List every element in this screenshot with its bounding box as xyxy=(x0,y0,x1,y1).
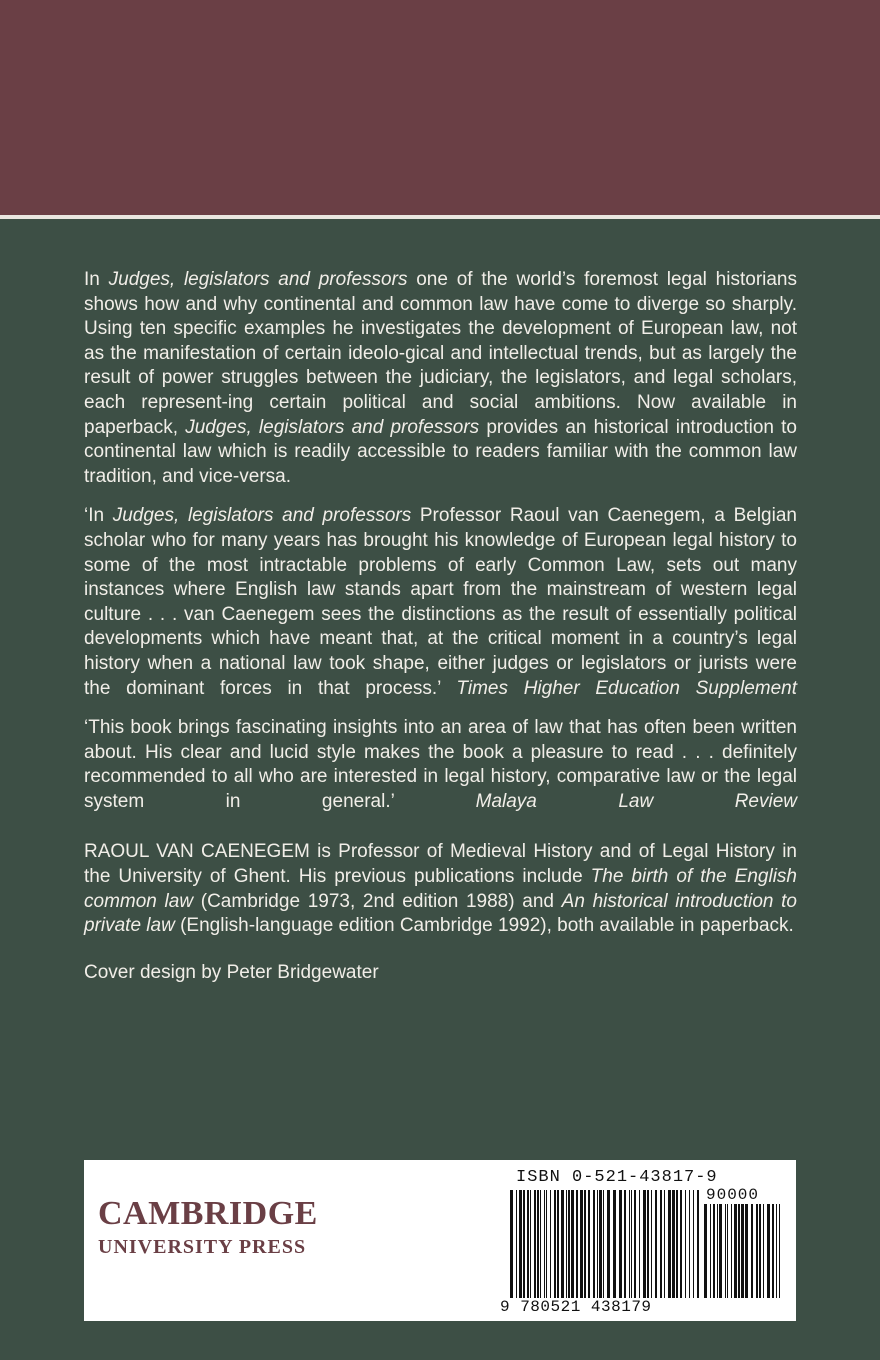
barcode-bar xyxy=(756,1204,758,1298)
barcode-bar xyxy=(576,1190,578,1298)
barcode-bar xyxy=(734,1204,737,1298)
barcode-bar xyxy=(510,1190,513,1298)
logo-line-1: CAMBRIDGE xyxy=(98,1195,318,1232)
review-source: Malaya Law Review xyxy=(475,790,798,812)
barcode-bar xyxy=(655,1190,657,1298)
text-run: Professor Raoul van Caenegem, a Belgian scholar who for many years has brought his knowledge of European legal history to some of the most intractable problems of early Common Law, sets out many instances where English law stands apart from the mainstream of western legal culture . . . van Caenegem sees the distinctions as the result of essentially political developments which have meant that, at the critical moment in a country’s legal history when a national law took shape, either judges or legislators or jurists were the dominant forces in that process.’ xyxy=(84,505,797,699)
logo-line-2: UNIVERSITY PRESS xyxy=(98,1236,307,1258)
barcode-addon xyxy=(704,1204,782,1298)
barcode-bar xyxy=(660,1190,662,1298)
barcode-bar xyxy=(710,1204,711,1298)
book-title: Judges, legislators and professors xyxy=(185,416,480,438)
barcode-bar xyxy=(523,1190,525,1298)
barcode-bar xyxy=(643,1190,646,1298)
barcode-bar xyxy=(725,1204,726,1298)
text-run: (English-language edition Cambridge 1992), both available in paperback. xyxy=(174,915,794,937)
publisher-panel xyxy=(84,1160,796,1321)
publisher-logo xyxy=(98,1196,318,1260)
barcode-bar xyxy=(672,1190,675,1298)
divider-line xyxy=(0,215,880,219)
barcode-bar xyxy=(763,1204,764,1298)
barcode-bar xyxy=(717,1204,718,1298)
barcode-bar xyxy=(571,1190,574,1298)
barcode-bar xyxy=(680,1190,682,1298)
book-title: Judges, legislators and professors xyxy=(112,505,412,527)
barcode-bar xyxy=(629,1190,630,1298)
barcode-bar xyxy=(631,1190,632,1298)
barcode-number: 9 780521 438179 xyxy=(500,1298,652,1316)
barcode-bar xyxy=(651,1190,652,1298)
barcode-bar xyxy=(540,1190,541,1298)
barcode-bar xyxy=(534,1190,536,1298)
barcode-bar xyxy=(561,1190,564,1298)
description-paragraph xyxy=(84,268,797,489)
barcode-bar xyxy=(776,1204,777,1298)
barcode xyxy=(510,1190,700,1298)
barcode-bar xyxy=(779,1204,780,1298)
barcode-bar xyxy=(759,1204,761,1298)
barcode-bar xyxy=(607,1190,610,1298)
barcode-bar xyxy=(597,1190,598,1298)
barcode-bar xyxy=(580,1190,583,1298)
barcode-bar xyxy=(719,1204,722,1298)
barcode-bar xyxy=(697,1190,699,1298)
barcode-bar xyxy=(689,1190,690,1298)
barcode-bar xyxy=(731,1204,732,1298)
barcode-bar xyxy=(668,1190,671,1298)
barcode-bar xyxy=(544,1190,545,1298)
barcode-bar xyxy=(568,1190,570,1298)
review-quote-1 xyxy=(84,504,797,701)
review-quote-2 xyxy=(84,716,797,814)
barcode-bar xyxy=(599,1190,602,1298)
barcode-bar xyxy=(546,1190,547,1298)
review-source: Times Higher Education Supplement xyxy=(456,677,797,699)
barcode-bar xyxy=(557,1190,559,1298)
barcode-bar xyxy=(741,1204,744,1298)
barcode-bar xyxy=(727,1204,728,1298)
text-run: (Cambridge 1973, 2nd edition 1988) and xyxy=(193,890,562,912)
barcode-bar xyxy=(639,1190,640,1298)
barcode-bar xyxy=(772,1204,774,1298)
text-run: provides an historical introduction to continental law which is readily accessible to readers familiar with the common law tradition, and vice-versa. xyxy=(84,416,797,487)
book-title: Judges, legislators and professors xyxy=(108,269,408,290)
barcode-bar xyxy=(624,1190,626,1298)
barcode-bar xyxy=(676,1190,678,1298)
barcode-bar xyxy=(530,1190,531,1298)
price-code: 90000 xyxy=(706,1186,760,1204)
text-run: one of the world’s foremost legal historians shows how and why continental and common law have come to diverge so sharply. Using ten specific examples he investigates the development of European law, not as the manifestation of certain ideolo-gical and intellectual trends, but as largely the result of power struggles between the judiciary, the legislators, and legal scholars, each represent-ing certain political and social ambitions. Now available in paperback, xyxy=(84,269,797,438)
barcode-bar xyxy=(693,1190,694,1298)
barcode-bar xyxy=(584,1190,586,1298)
barcode-bar xyxy=(664,1190,665,1298)
barcode-bar xyxy=(685,1190,686,1298)
cover-credit: Cover design by Peter Bridgewater xyxy=(84,961,379,983)
barcode-bar xyxy=(516,1190,517,1298)
barcode-bar xyxy=(713,1204,715,1298)
text-run: ‘In xyxy=(84,505,113,527)
author-bio xyxy=(84,840,797,938)
text-run: ‘This book brings fascinating insights into an area of law that has often been written about. His clear and lucid style makes the book a pleasure to read . . . definitely recommended to all who are interested in legal history, comparative law or the legal system in general.’ xyxy=(84,717,797,812)
book-title: An historical introduction to private law xyxy=(84,890,797,937)
barcode-bar xyxy=(588,1190,590,1298)
blurb-text xyxy=(84,268,797,1000)
barcode-bar xyxy=(593,1190,595,1298)
top-color-band xyxy=(0,0,880,215)
barcode-bar xyxy=(566,1190,567,1298)
book-title: The birth of the English common law xyxy=(84,866,797,912)
barcode-bar xyxy=(704,1204,707,1298)
barcode-bar xyxy=(537,1190,539,1298)
barcode-bar xyxy=(619,1190,622,1298)
text-run: RAOUL VAN CAENEGEM is Professor of Medieval History and of Legal History in the University of Ghent. His previous publications include xyxy=(84,841,797,888)
barcode-bar xyxy=(527,1190,529,1298)
barcode-bar xyxy=(550,1190,551,1298)
barcode-bar xyxy=(738,1204,740,1298)
barcode-bar xyxy=(519,1190,522,1298)
barcode-bar xyxy=(613,1190,616,1298)
barcode-bar xyxy=(554,1190,556,1298)
isbn-label: ISBN 0-521-43817-9 xyxy=(516,1168,718,1187)
barcode-bar xyxy=(767,1204,770,1298)
text-run: In xyxy=(84,269,109,290)
barcode-bar xyxy=(647,1190,649,1298)
barcode-bar xyxy=(751,1204,753,1298)
barcode-bar xyxy=(603,1190,604,1298)
barcode-bar xyxy=(745,1204,748,1298)
barcode-bar xyxy=(634,1190,636,1298)
